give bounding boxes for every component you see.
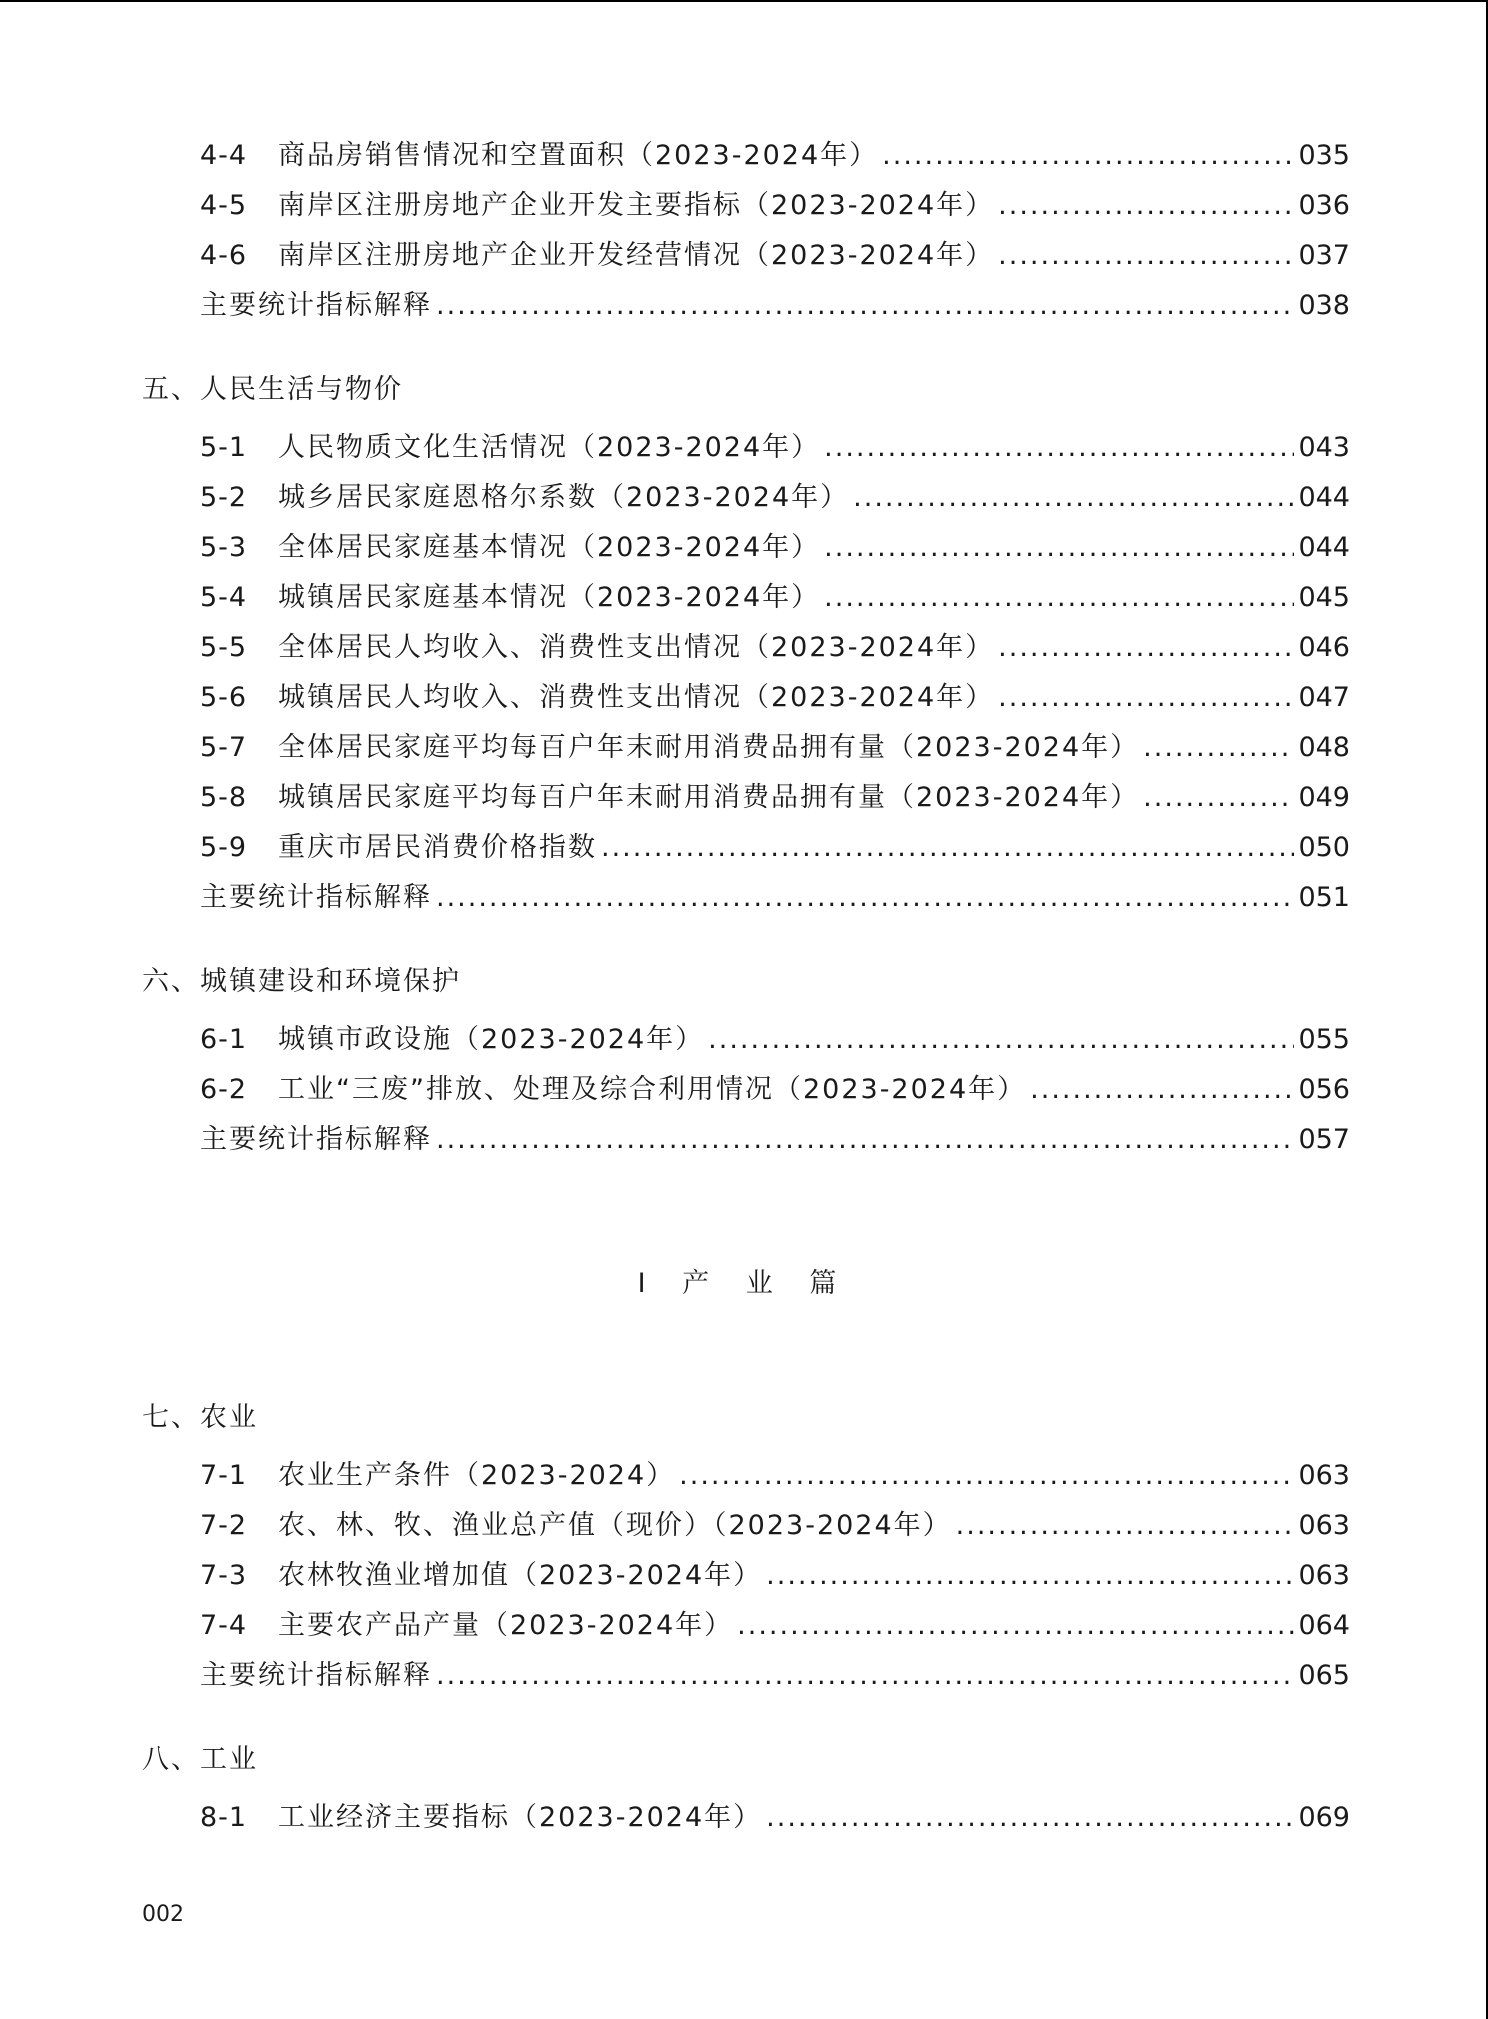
leader-dots xyxy=(436,1651,1294,1701)
entry-page: 037 xyxy=(1298,240,1350,271)
entry-title: 工业经济主要指标（2023-2024年） xyxy=(278,1802,763,1833)
toc-entry[interactable] xyxy=(200,1551,1350,1601)
entry-title: 农业生产条件（2023-2024） xyxy=(278,1460,676,1491)
entry-page: 036 xyxy=(1298,190,1350,221)
leader-dots xyxy=(998,623,1294,673)
leader-dots xyxy=(737,1601,1294,1651)
toc-entry[interactable] xyxy=(200,1451,1350,1501)
toc-entry[interactable] xyxy=(200,181,1350,231)
toc-entry[interactable] xyxy=(200,523,1350,573)
entry-number: 5-9 xyxy=(200,832,248,863)
toc-entry[interactable] xyxy=(200,623,1350,673)
entry-title: 全体居民家庭平均每百户年末耐用消费品拥有量（2023-2024年） xyxy=(278,732,1140,763)
entry-title: 城镇居民人均收入、消费性支出情况（2023-2024年） xyxy=(278,682,995,713)
entry-title: 农林牧渔业增加值（2023-2024年） xyxy=(278,1560,763,1591)
section-heading: 七、农业 xyxy=(142,1402,258,1433)
entry-page: 063 xyxy=(1298,1460,1350,1491)
entry-number: 5-6 xyxy=(200,682,248,713)
entry-page: 057 xyxy=(1298,1124,1350,1155)
toc-entry[interactable] xyxy=(200,1793,1350,1843)
entry-number: 5-3 xyxy=(200,532,248,563)
entry-page: 043 xyxy=(1298,432,1350,463)
entry-page: 044 xyxy=(1298,532,1350,563)
entry-title: 工业“三废”排放、处理及综合利用情况（2023-2024年） xyxy=(278,1074,1027,1105)
leader-dots xyxy=(824,523,1294,573)
toc-entry[interactable] xyxy=(200,1501,1350,1551)
leader-dots xyxy=(882,131,1294,181)
toc-entry[interactable] xyxy=(200,1015,1350,1065)
leader-dots xyxy=(766,1793,1294,1843)
leader-dots xyxy=(436,1115,1294,1165)
leader-dots xyxy=(679,1451,1294,1501)
entry-title: 主要统计指标解释 xyxy=(200,882,432,913)
leader-dots xyxy=(998,181,1294,231)
toc-entry[interactable] xyxy=(200,1601,1350,1651)
entry-page: 044 xyxy=(1298,482,1350,513)
entry-page: 065 xyxy=(1298,1660,1350,1691)
entry-title: 城镇居民家庭平均每百户年末耐用消费品拥有量（2023-2024年） xyxy=(278,782,1140,813)
toc-entry[interactable] xyxy=(200,1651,1350,1701)
entry-number: 5-8 xyxy=(200,782,248,813)
entry-number: 4-6 xyxy=(200,240,248,271)
entry-page: 056 xyxy=(1298,1074,1350,1105)
toc-entry[interactable] xyxy=(200,723,1350,773)
entry-number: 5-7 xyxy=(200,732,248,763)
entry-page: 050 xyxy=(1298,832,1350,863)
leader-dots xyxy=(1143,723,1294,773)
toc-entry[interactable] xyxy=(200,231,1350,281)
toc-entry[interactable] xyxy=(200,773,1350,823)
entry-title: 全体居民家庭基本情况（2023-2024年） xyxy=(278,532,821,563)
entry-title: 商品房销售情况和空置面积（2023-2024年） xyxy=(278,140,879,171)
toc-entry[interactable] xyxy=(200,873,1350,923)
toc-entry[interactable] xyxy=(200,423,1350,473)
page-number: 002 xyxy=(142,1902,184,1927)
entry-title: 农、林、牧、渔业总产值（现价）（2023-2024年） xyxy=(278,1510,952,1541)
entry-title: 主要农产品产量（2023-2024年） xyxy=(278,1610,734,1641)
entry-number: 7-2 xyxy=(200,1510,248,1541)
toc-entry[interactable] xyxy=(200,131,1350,181)
entry-number: 5-1 xyxy=(200,432,248,463)
toc-entry[interactable] xyxy=(200,823,1350,873)
leader-dots xyxy=(1030,1065,1294,1115)
entry-page: 035 xyxy=(1298,140,1350,171)
entry-page: 047 xyxy=(1298,682,1350,713)
entry-page: 051 xyxy=(1298,882,1350,913)
entry-page: 064 xyxy=(1298,1610,1350,1641)
toc-entry[interactable] xyxy=(200,673,1350,723)
leader-dots xyxy=(1143,773,1294,823)
entry-title: 人民物质文化生活情况（2023-2024年） xyxy=(278,432,821,463)
entry-title: 主要统计指标解释 xyxy=(200,290,432,321)
entry-page: 069 xyxy=(1298,1802,1350,1833)
entry-number: 5-5 xyxy=(200,632,248,663)
entry-page: 038 xyxy=(1298,290,1350,321)
entry-page: 049 xyxy=(1298,782,1350,813)
top-border-rule xyxy=(0,0,1488,2)
entry-number: 7-1 xyxy=(200,1460,248,1491)
entry-number: 5-4 xyxy=(200,582,248,613)
leader-dots xyxy=(708,1015,1294,1065)
entry-page: 046 xyxy=(1298,632,1350,663)
section-heading: 六、城镇建设和环境保护 xyxy=(142,966,461,997)
entry-number: 7-4 xyxy=(200,1610,248,1641)
leader-dots xyxy=(998,673,1294,723)
entry-title: 城镇居民家庭基本情况（2023-2024年） xyxy=(278,582,821,613)
leader-dots xyxy=(436,873,1294,923)
toc-entry[interactable] xyxy=(200,1065,1350,1115)
entry-page: 048 xyxy=(1298,732,1350,763)
part-title: Ⅰ 产 业 篇 xyxy=(637,1268,851,1299)
entry-title: 城镇市政设施（2023-2024年） xyxy=(278,1024,705,1055)
leader-dots xyxy=(853,473,1294,523)
entry-title: 全体居民人均收入、消费性支出情况（2023-2024年） xyxy=(278,632,995,663)
entry-number: 4-5 xyxy=(200,190,248,221)
entry-number: 6-2 xyxy=(200,1074,248,1105)
entry-page: 063 xyxy=(1298,1510,1350,1541)
section-heading: 八、工业 xyxy=(142,1744,258,1775)
leader-dots xyxy=(956,1501,1295,1551)
entry-page: 063 xyxy=(1298,1560,1350,1591)
entry-title: 主要统计指标解释 xyxy=(200,1660,432,1691)
toc-entry[interactable] xyxy=(200,573,1350,623)
entry-number: 5-2 xyxy=(200,482,248,513)
leader-dots xyxy=(998,231,1294,281)
entry-page: 055 xyxy=(1298,1024,1350,1055)
section-heading: 五、人民生活与物价 xyxy=(142,374,403,405)
entry-title: 主要统计指标解释 xyxy=(200,1124,432,1155)
leader-dots xyxy=(601,823,1294,873)
toc-entry[interactable] xyxy=(200,281,1350,331)
toc-entry[interactable] xyxy=(200,473,1350,523)
entry-title: 重庆市居民消费价格指数 xyxy=(278,832,597,863)
entry-title: 南岸区注册房地产企业开发主要指标（2023-2024年） xyxy=(278,190,995,221)
leader-dots xyxy=(436,281,1294,331)
entry-title: 南岸区注册房地产企业开发经营情况（2023-2024年） xyxy=(278,240,995,271)
entry-number: 8-1 xyxy=(200,1802,248,1833)
entry-page: 045 xyxy=(1298,582,1350,613)
leader-dots xyxy=(824,423,1294,473)
entry-number: 6-1 xyxy=(200,1024,248,1055)
leader-dots xyxy=(766,1551,1294,1601)
entry-number: 7-3 xyxy=(200,1560,248,1591)
entry-number: 4-4 xyxy=(200,140,248,171)
entry-title: 城乡居民家庭恩格尔系数（2023-2024年） xyxy=(278,482,850,513)
toc-entry[interactable] xyxy=(200,1115,1350,1165)
leader-dots xyxy=(824,573,1294,623)
